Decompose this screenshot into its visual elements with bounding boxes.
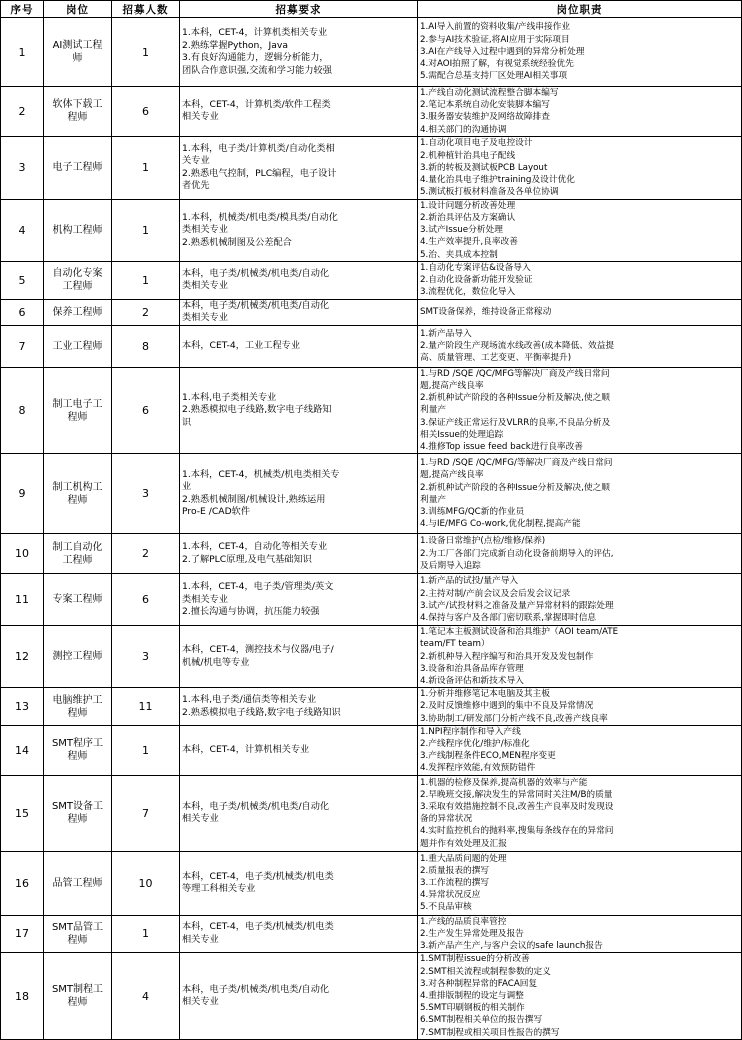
requirements-cell <box>180 87 418 137</box>
duty-line: 1.AI导入前置的资料收集/产线串接作业 <box>420 22 571 33</box>
requirement-line: 本科，CET-4，电子类/机械类/机电类 <box>182 921 334 933</box>
table-row <box>1 534 742 574</box>
duty-line: 1.重大品质问题的处理 <box>420 853 507 864</box>
requirements-cell <box>180 574 418 626</box>
count-cell: 8 <box>112 325 180 367</box>
duty-line: 3.对各种制程异常的FACA回复 <box>420 978 538 989</box>
count-cell: 4 <box>112 953 180 1039</box>
count-cell: 10 <box>112 851 180 915</box>
duty-line: 1.自动化专案评估&设备导入 <box>420 263 531 274</box>
seq-cell: 10 <box>1 534 44 574</box>
duty-line: team/FT team） <box>420 639 490 650</box>
duty-line: SMT设备保养，维持设备正常稼动 <box>420 307 552 318</box>
table-row <box>1 299 742 325</box>
requirement-line: 机械/机电等专业 <box>182 656 250 668</box>
requirement-line: 本科，CET-4，计算机相关专业 <box>182 744 310 756</box>
position-cell: 专案工程师 <box>44 574 112 626</box>
requirements-cell <box>180 261 418 299</box>
duty-line: 2.新治具评估及方案确认 <box>420 213 516 224</box>
requirement-line: 类相关专业 <box>182 312 228 324</box>
duty-line: 4.生产效率提升,良率改善 <box>420 237 518 248</box>
duties-cell <box>418 18 742 87</box>
seq-cell: 3 <box>1 136 44 199</box>
table-row <box>1 851 742 915</box>
duty-line: 4.保持与客户及各部门密切联系,掌握即时信息 <box>420 612 597 623</box>
table-row <box>1 626 742 688</box>
duty-line: 及后期导入追踪 <box>420 560 481 571</box>
duty-line: 5.需配合总基支持厂区处理AI相关事项 <box>420 71 568 82</box>
header-requirements: 招募要求 <box>180 1 418 18</box>
table-row <box>1 18 742 87</box>
duty-line: 5.不良品审核 <box>420 902 472 913</box>
duty-line: 利量产 <box>420 405 447 416</box>
duty-line: 3.采取有效措施控制不良,改善生产良率及时发现设 <box>420 801 614 812</box>
duty-line: 4.重排版制程的设定与调整 <box>420 990 524 1001</box>
duty-line: 高、质量管理、工艺变更、平衡率提升) <box>420 353 572 364</box>
requirement-line: 本科，CET-4，工业工程专业 <box>182 340 301 352</box>
requirement-line: 1.本科，CET-4，机械类/机电类相关专 <box>182 468 340 480</box>
requirements-cell <box>180 136 418 199</box>
position-cell: 自动化专案工程师 <box>44 261 112 299</box>
requirement-line: 本科，电子类/机械类/机电类/自动化 <box>182 299 330 311</box>
duty-line: 3.工作流程的撰写 <box>420 878 490 889</box>
requirement-line: 关专业 <box>182 155 210 167</box>
duty-line: 1.自动化项目电子及电控设计 <box>420 138 533 149</box>
duty-line: 1.机器的检修及保养,提高机器的效率与产能 <box>420 777 588 788</box>
requirement-line: 2.熟悉电气控制，PLC编程，电子设计 <box>182 167 337 179</box>
duty-line: 2.参与AI技术验证,将AI应用于实际项目 <box>420 34 570 45</box>
duty-line: 2.质量报表的撰写 <box>420 865 490 876</box>
header-position: 岗位 <box>44 1 112 18</box>
duty-line: 5.测试板打板材料准备及各单位协调 <box>420 187 559 198</box>
seq-cell: 7 <box>1 325 44 367</box>
duty-line: 相关Issue的处理追踪 <box>420 429 504 440</box>
table-row <box>1 261 742 299</box>
table-row <box>1 136 742 199</box>
table-row <box>1 953 742 1039</box>
duty-line: 4.相关部门的沟通协调 <box>420 124 507 135</box>
duties-cell <box>418 367 742 453</box>
requirement-line: 3.有良好沟通能力，逻辑分析能力， <box>182 52 329 63</box>
table-row <box>1 325 742 367</box>
position-cell: 保养工程师 <box>44 299 112 325</box>
requirements-cell <box>180 688 418 726</box>
position-cell: 电子工程师 <box>44 136 112 199</box>
duty-line: 3.流程优化，数位化导入 <box>420 287 516 298</box>
duty-line: 4.量化治具电子维护training及设计优化 <box>420 174 575 185</box>
duties-cell <box>418 953 742 1039</box>
duty-line: 4.新设备评估和新技术导入 <box>420 676 524 687</box>
duty-line: 题,提高产线良率 <box>420 470 484 481</box>
seq-cell: 6 <box>1 299 44 325</box>
duty-line: 4.与IE/MFG Co-work,优化制程,提高产能 <box>420 519 581 530</box>
duties-cell <box>418 87 742 137</box>
requirements-cell <box>180 325 418 367</box>
duty-line: 7.SMT制程或相关项目性报告的撰写 <box>420 1027 560 1038</box>
table-row <box>1 454 742 534</box>
duties-cell <box>418 688 742 726</box>
requirement-line: 1.本科，CET-4，自动化等相关专业 <box>182 541 328 553</box>
duty-line: 利量产 <box>420 494 447 505</box>
requirement-line: 1.本科,电子类/通信类等相关专业 <box>182 694 317 706</box>
duty-line: 1.与RD /SQE /QC/MFG/等解决厂商及产线日常问 <box>420 458 613 469</box>
duty-line: 2.主持对制/产前会议及会后发会议记录 <box>420 588 571 599</box>
count-cell: 2 <box>112 299 180 325</box>
duty-line: 2.新机种导入程序编写和治具开发及发包制作 <box>420 651 594 662</box>
count-cell: 1 <box>112 725 180 775</box>
count-cell: 11 <box>112 688 180 726</box>
requirement-line: 1.本科,电子类相关专业 <box>182 391 277 403</box>
count-cell: 1 <box>112 136 180 199</box>
seq-cell: 2 <box>1 87 44 137</box>
duty-line: 4.发挥程序效能,有效预防错件 <box>420 763 536 774</box>
duty-line: 1.新产品的试投/量产导入 <box>420 576 519 587</box>
position-cell: 制工自动化工程师 <box>44 534 112 574</box>
seq-cell: 12 <box>1 626 44 688</box>
duty-line: 2.早晚班交接,解决发生的异常同时关注M/B的质量 <box>420 789 613 800</box>
duty-line: 1.设计问题分析改善处理 <box>420 200 516 211</box>
requirement-line: 本科，CET-4，计算机类/软件工程类 <box>182 98 331 110</box>
duty-line: 3.新的转板及测试板PCB Layout <box>420 162 548 173</box>
requirement-line: 2.熟练掌握Python，Java <box>182 39 288 51</box>
count-cell: 3 <box>112 626 180 688</box>
duty-line: 2.新机种试产阶段的各种Issue分析及解决,使之顺 <box>420 482 610 493</box>
duty-line: 备的异常状况 <box>420 814 473 825</box>
position-cell: 软体下载工程师 <box>44 87 112 137</box>
header-duties: 岗位职责 <box>418 1 742 18</box>
requirements-cell <box>180 915 418 953</box>
duty-line: 1.设备日常维护(点检/维修/保养) <box>420 536 546 547</box>
duty-line: 3.新产品产生产,与客户会议的safe launch报告 <box>420 941 603 952</box>
table-row <box>1 574 742 626</box>
count-cell: 6 <box>112 87 180 137</box>
duty-line: 2.自动化设备新功能开发验证 <box>420 275 533 286</box>
duties-cell <box>418 915 742 953</box>
duty-line: 1.NPI程序制作和导入产线 <box>420 726 521 737</box>
duty-line: 2.生产发生异常处理及报告 <box>420 928 524 939</box>
requirement-line: 本科，电子类/机械类/机电类/自动化 <box>182 800 330 812</box>
count-cell: 7 <box>112 775 180 851</box>
requirements-cell <box>180 454 418 534</box>
duties-cell <box>418 775 742 851</box>
requirement-line: 2.熟悉机械制图/机械设计,熟练运用 <box>182 493 326 505</box>
duty-line: 3.产线制程条件ECO,MEN程序变更 <box>420 751 556 762</box>
position-cell: AI测试工程师 <box>44 18 112 87</box>
duties-cell <box>418 851 742 915</box>
duty-line: 1.笔记本主板测试设备和治具维护（AOI team/ATE <box>420 627 619 638</box>
duty-line: 3.保证产线正常运行及VLRR的良率,不良品分析及 <box>420 417 611 428</box>
requirement-line: 2.了解PLC原理,及电气基础知识 <box>182 553 312 565</box>
requirements-cell <box>180 367 418 453</box>
requirements-cell <box>180 199 418 261</box>
count-cell: 1 <box>112 199 180 261</box>
table-row <box>1 775 742 851</box>
duty-line: 2.量产阶段生产现场流水线改善(成本降低、效益提 <box>420 341 615 352</box>
seq-cell: 16 <box>1 851 44 915</box>
duty-line: 3.设备和治具备品库存管理 <box>420 663 524 674</box>
duty-line: 题并作有效处理及汇报 <box>420 838 507 849</box>
position-cell: 机构工程师 <box>44 199 112 261</box>
requirements-cell <box>180 534 418 574</box>
table-row <box>1 915 742 953</box>
duty-line: 1.产线自动化测试流程整合脚本编写 <box>420 88 559 98</box>
duty-line: 3.试产/试投材料之准备及量产异常材料的跟踪处理 <box>420 600 614 611</box>
duties-cell <box>418 574 742 626</box>
requirement-line: 相关专业 <box>182 813 219 825</box>
requirement-line: 本科，电子类/机械类/机电类/自动化 <box>182 267 330 279</box>
duty-line: 题,提高产线良率 <box>420 381 484 392</box>
seq-cell: 11 <box>1 574 44 626</box>
duty-line: 3.训练MFG/QC新的作业员 <box>420 506 525 517</box>
position-cell: SMT制程工程师 <box>44 953 112 1039</box>
position-cell: 制工电子工程师 <box>44 367 112 453</box>
requirement-line: 相关专业 <box>182 111 219 123</box>
duties-cell <box>418 199 742 261</box>
duties-cell <box>418 534 742 574</box>
requirement-line: 2.熟悉模拟电子线路,数字电子线路知识 <box>182 706 341 718</box>
duty-line: 5.治、夹具成本控制 <box>420 249 498 260</box>
requirement-line: 相关专业 <box>182 996 219 1007</box>
duties-cell <box>418 261 742 299</box>
seq-cell: 13 <box>1 688 44 726</box>
table-row <box>1 199 742 261</box>
duty-line: 1.产线的品质良率管控 <box>420 916 507 927</box>
requirement-line: 类相关专业 <box>182 280 228 292</box>
requirements-cell <box>180 18 418 87</box>
header-count: 招募人数 <box>112 1 180 18</box>
duty-line: 1.新产品导入 <box>420 329 472 340</box>
duties-cell <box>418 325 742 367</box>
duty-line: 5.SMT印刷钢板的相关制作 <box>420 1003 525 1014</box>
requirement-line: 本科，CET-4，测控技术与仪器/电子/ <box>182 644 334 656</box>
duties-cell <box>418 725 742 775</box>
seq-cell: 17 <box>1 915 44 953</box>
position-cell: 品管工程师 <box>44 851 112 915</box>
duty-line: 3.服务器安装维护及网络故障排查 <box>420 112 550 123</box>
duty-line: 4.推修Top issue feed back进行良率改善 <box>420 442 583 453</box>
seq-cell: 8 <box>1 367 44 453</box>
duty-line: 4.对AOI拍照了解，有视觉系统经验优先 <box>420 59 574 70</box>
requirement-line: 类相关专业 <box>182 224 228 236</box>
duty-line: 1.分析并维修笔记本电脑及其主板 <box>420 689 550 700</box>
requirement-line: 本科，CET-4，电子类/机械类/机电类 <box>182 870 334 882</box>
requirement-line: 识 <box>182 416 192 428</box>
position-cell: SMT程序工程师 <box>44 725 112 775</box>
duty-line: 4.实时监控机台的抛料率,搜集每条线存在的异常问 <box>420 826 614 837</box>
duty-line: 1.与RD /SQE /QC/MFG等解决厂商及产线日常问 <box>420 368 610 379</box>
seq-cell: 1 <box>1 18 44 87</box>
count-cell: 6 <box>112 367 180 453</box>
duty-line: 2.及时反馈维修中遇到的集中不良及异常情况 <box>420 701 594 712</box>
requirement-line: Pro-E /CAD软件 <box>182 506 251 518</box>
seq-cell: 4 <box>1 199 44 261</box>
duty-line: 2.SMT相关流程或制程参数的定义 <box>420 966 551 977</box>
table-body <box>1 18 742 1040</box>
count-cell: 3 <box>112 454 180 534</box>
position-cell: 制工机构工程师 <box>44 454 112 534</box>
requirement-line: 等理工科相关专业 <box>182 883 256 895</box>
duty-line: 3.协助制工/研发部门分析产线不良,改善产线良率 <box>420 713 608 724</box>
table-row <box>1 725 742 775</box>
duties-cell <box>418 136 742 199</box>
count-cell: 1 <box>112 915 180 953</box>
duty-line: 4.异常状况反应 <box>420 890 481 901</box>
position-cell: SMT品管工程师 <box>44 915 112 953</box>
requirement-line: 1.本科，电子类/计算机类/自动化类相 <box>182 142 335 154</box>
requirement-line: 类相关专业 <box>182 593 228 605</box>
requirements-cell <box>180 953 418 1039</box>
requirement-line: 2.熟悉模拟电子线路,数字电子线路知 <box>182 404 332 416</box>
duty-line: 6.SMT制程相关单位的报告撰写 <box>420 1015 543 1026</box>
count-cell: 6 <box>112 574 180 626</box>
requirement-line: 2.熟悉机械制图及公差配合 <box>182 236 292 248</box>
seq-cell: 18 <box>1 953 44 1039</box>
requirements-cell <box>180 851 418 915</box>
table-row <box>1 367 742 453</box>
duty-line: 2.新机种试产阶段的各种Issue分析及解决,使之顺 <box>420 393 610 404</box>
seq-cell: 15 <box>1 775 44 851</box>
requirement-line: 2.擅长沟通与协调，抗压能力较强 <box>182 606 320 617</box>
position-cell: 工业工程师 <box>44 325 112 367</box>
duties-cell <box>418 626 742 688</box>
duty-line: 2.机种植针治具电子配线 <box>420 150 516 161</box>
duty-line: 3.试产Issue分析处理 <box>420 225 503 236</box>
position-cell: SMT设备工程师 <box>44 775 112 851</box>
seq-cell: 9 <box>1 454 44 534</box>
position-cell: 测控工程师 <box>44 626 112 688</box>
table-row <box>1 87 742 137</box>
duty-line: 2.笔记本系统自动化安装脚本编写 <box>420 100 550 111</box>
requirement-line: 1.本科，CET-4，计算机类相关专业 <box>182 27 328 38</box>
requirement-line: 团队合作意识强,交流和学习能力较强 <box>182 64 332 76</box>
table-header-row <box>1 1 742 18</box>
requirements-cell <box>180 775 418 851</box>
duty-line: 3.AI在产线导入过程中遇到的异常分析处理 <box>420 46 585 57</box>
duties-cell <box>418 299 742 325</box>
requirements-cell <box>180 626 418 688</box>
requirement-line: 1.本科，CET-4，电子类/管理类/英文 <box>182 581 334 592</box>
requirement-line: 1.本科，机械类/机电类/模具类/自动化 <box>182 211 338 223</box>
duty-line: 2.为工厂各部门完成新自动化设备前期导入的评估, <box>420 548 614 559</box>
duty-line: 1.SMT制程issue的分析改善 <box>420 954 530 965</box>
requirement-line: 相关专业 <box>182 933 219 945</box>
requirement-line: 本科，电子类/机械类/机电类/自动化 <box>182 983 330 995</box>
count-cell: 1 <box>112 18 180 87</box>
header-seq: 序号 <box>1 1 44 18</box>
requirements-cell <box>180 299 418 325</box>
duties-cell <box>418 454 742 534</box>
requirements-cell <box>180 725 418 775</box>
position-cell: 电脑维护工程师 <box>44 688 112 726</box>
seq-cell: 14 <box>1 725 44 775</box>
requirement-line: 业 <box>182 481 192 493</box>
requirement-line: 者优先 <box>182 180 210 192</box>
seq-cell: 5 <box>1 261 44 299</box>
count-cell: 1 <box>112 261 180 299</box>
duty-line: 2.产线程序优化/维护/标准化 <box>420 739 530 750</box>
count-cell: 2 <box>112 534 180 574</box>
table-row <box>1 688 742 726</box>
